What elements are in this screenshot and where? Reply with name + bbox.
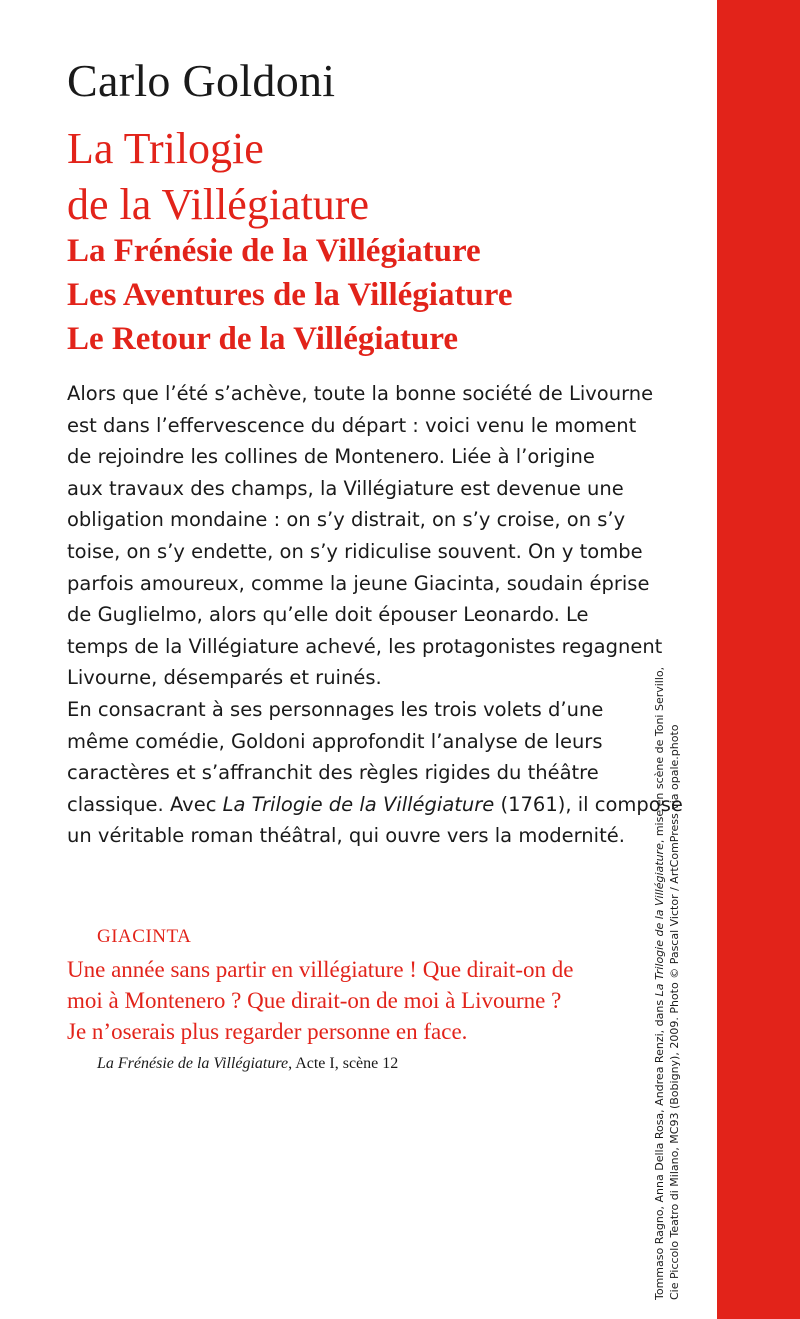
book-title-line-2: de la Villégiature xyxy=(67,180,369,229)
summary-line: caractères et s’affranchit des règles rigides du théâtre xyxy=(67,761,599,785)
play-title-3: Le Retour de la Villégiature xyxy=(67,321,459,357)
summary-line: est dans l’effervescence du départ : voici venu le moment xyxy=(67,413,637,437)
credits-text-run: , mise en scène de Toni Servillo, xyxy=(653,666,666,844)
summary-line: un véritable roman théâtral, qui ouvre vers la modernité. xyxy=(67,824,625,848)
summary-line: de rejoindre les collines de Montenero. Liée à l’origine xyxy=(67,445,595,469)
summary-line xyxy=(67,789,683,821)
play-title-1: La Frénésie de la Villégiature xyxy=(67,233,481,269)
author-name: Carlo Goldoni xyxy=(67,55,336,106)
summary-text-run: (1761), il compose xyxy=(494,792,683,816)
summary-line: Alors que l’été s’achève, toute la bonne société de Livourne xyxy=(67,382,654,405)
red-spine-band xyxy=(717,0,800,1319)
quote-source xyxy=(97,1055,398,1073)
summary-line: de Guglielmo, alors qu’elle doit épouser Leonardo. Le xyxy=(67,603,589,627)
photo-credits-line-2: Cie Piccolo Teatro di Milano, MC93 (Bobigny), 2009. Photo © Pascal Victor / ArtComPress via opale.photo xyxy=(668,724,681,1300)
summary-line: temps de la Villégiature achevé, les protagonistes regagnent xyxy=(67,634,663,658)
photo-credits-line-1 xyxy=(652,560,667,1300)
quote-source-ref: , Acte I, scène 12 xyxy=(288,1055,399,1072)
credits-italic-title: La Trilogie de la Villégiature xyxy=(653,843,666,997)
quote-line: Une année sans partir en villégiature ! Que dirait-on de xyxy=(67,957,574,982)
summary-line: obligation mondaine : on s’y distrait, on s’y croise, on s’y xyxy=(67,508,626,532)
summary-line: toise, on s’y endette, on s’y ridiculise souvent. On y tombe xyxy=(67,539,643,563)
summary-line: En consacrant à ses personnages les trois volets d’une xyxy=(67,697,604,721)
photo-credits xyxy=(652,560,682,1300)
book-title-line-1: La Trilogie xyxy=(67,124,264,173)
book-title xyxy=(67,121,369,233)
quote-speaker: GIACINTA xyxy=(97,926,192,947)
summary-line: même comédie, Goldoni approfondit l’analyse de leurs xyxy=(67,729,603,753)
summary-line: aux travaux des champs, la Villégiature est devenue une xyxy=(67,476,624,500)
quote-line: Je n’oserais plus regarder personne en face. xyxy=(67,1019,468,1044)
summary-line: parfois amoureux, comme la jeune Giacinta, soudain éprise xyxy=(67,571,650,595)
quote-source-title: La Frénésie de la Villégiature xyxy=(97,1055,289,1072)
credits-text-run: Tommaso Ragno, Anna Della Rosa, Andrea Renzi, dans xyxy=(653,996,666,1300)
play-title-2: Les Aventures de la Villégiature xyxy=(67,277,513,313)
quote-text xyxy=(67,954,627,1047)
quote-line: moi à Montenero ? Que dirait-on de moi à Livourne ? xyxy=(67,988,562,1013)
play-titles xyxy=(67,229,512,361)
summary-text-run: classique. Avec xyxy=(67,792,223,816)
summary-line: Livourne, désemparés et ruinés. xyxy=(67,666,382,690)
summary-italic-title: La Trilogie de la Villégiature xyxy=(222,792,495,816)
